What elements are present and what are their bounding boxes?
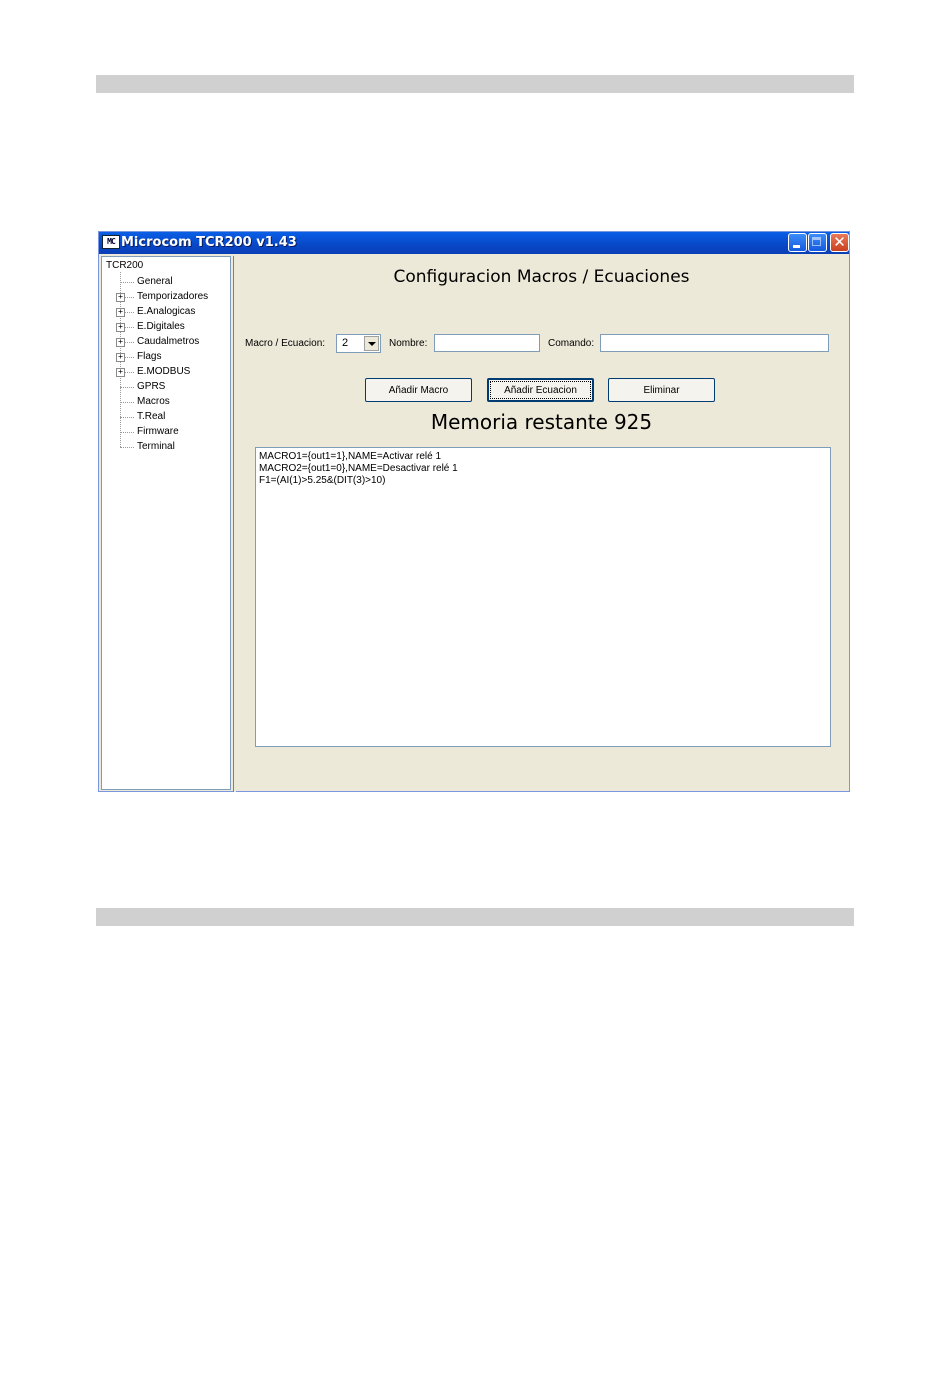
app-logo-icon: MC [102,235,120,249]
tree-item-flags[interactable]: Flags [137,351,162,362]
nombre-label: Nombre: [389,338,428,349]
tree-item-firmware[interactable]: Firmware [137,426,179,437]
tree-item-macros[interactable]: Macros [137,396,170,407]
list-item[interactable]: MACRO2={out1=0},NAME=Desactivar relé 1 [259,463,458,474]
maximize-icon [812,237,821,246]
maximize-button[interactable] [808,233,827,252]
comando-input[interactable] [600,334,829,352]
tree-item-e-analogicas[interactable]: E.Analogicas [137,306,196,317]
form-title: Configuracion Macros / Ecuaciones [393,267,690,287]
tree-connector-line [120,417,134,418]
tree-connector-line [120,432,134,433]
tree-connector-line [120,282,134,283]
expand-plus-icon[interactable]: + [116,368,125,377]
comando-label: Comando: [548,338,595,349]
expand-plus-icon[interactable]: + [116,338,125,347]
chevron-down-icon[interactable] [364,336,379,351]
memory-value: 925 [613,410,653,434]
tree-root[interactable]: TCR200 [106,260,144,271]
macro-equation-select[interactable] [336,334,381,353]
memory-label: Memoria restante [430,410,608,434]
expand-plus-icon[interactable]: + [116,323,125,332]
tree-item-caudalmetros[interactable]: Caudalmetros [137,336,200,347]
add-equation-button[interactable]: Añadir Ecuacion [487,378,594,402]
nombre-input[interactable] [434,334,540,352]
page-separator-bar-bottom [96,908,854,926]
list-item[interactable]: F1=(AI(1)>5.25&(DIT(3)>10) [259,475,386,486]
close-icon: ✕ [833,233,846,251]
tree-item-e-digitales[interactable]: E.Digitales [137,321,185,332]
macro-list[interactable] [255,447,831,747]
expand-plus-icon[interactable]: + [116,353,125,362]
navigation-tree[interactable] [101,256,231,790]
tree-item-general[interactable]: General [137,276,173,287]
minimize-icon [793,245,800,248]
macro-equation-label: Macro / Ecuacion: [245,338,326,349]
tree-item-e-modbus[interactable]: E.MODBUS [137,366,191,377]
tree-item-temporizadores[interactable]: Temporizadores [137,291,209,302]
close-button[interactable] [830,233,849,252]
tree-item-gprs[interactable]: GPRS [137,381,166,392]
list-item[interactable]: MACRO1={out1=1},NAME=Activar relé 1 [259,451,442,462]
tree-connector-line [120,402,134,403]
macro-equation-value: 2 [342,337,349,349]
page-separator-bar-top [96,75,854,93]
expand-plus-icon[interactable]: + [116,308,125,317]
title-bar[interactable] [99,232,849,254]
minimize-button[interactable] [788,233,807,252]
panel-splitter[interactable] [233,256,236,792]
tree-item-t-real[interactable]: T.Real [137,411,166,422]
tree-item-terminal[interactable]: Terminal [137,441,175,452]
expand-plus-icon[interactable]: + [116,293,125,302]
app-window [98,231,850,792]
delete-button[interactable]: Eliminar [608,378,715,402]
add-macro-button[interactable]: Añadir Macro [365,378,472,402]
tree-connector-line [120,447,134,448]
window-title: Microcom TCR200 v1.43 [121,235,297,250]
memory-remaining [235,410,848,434]
tree-connector-line [120,387,134,388]
